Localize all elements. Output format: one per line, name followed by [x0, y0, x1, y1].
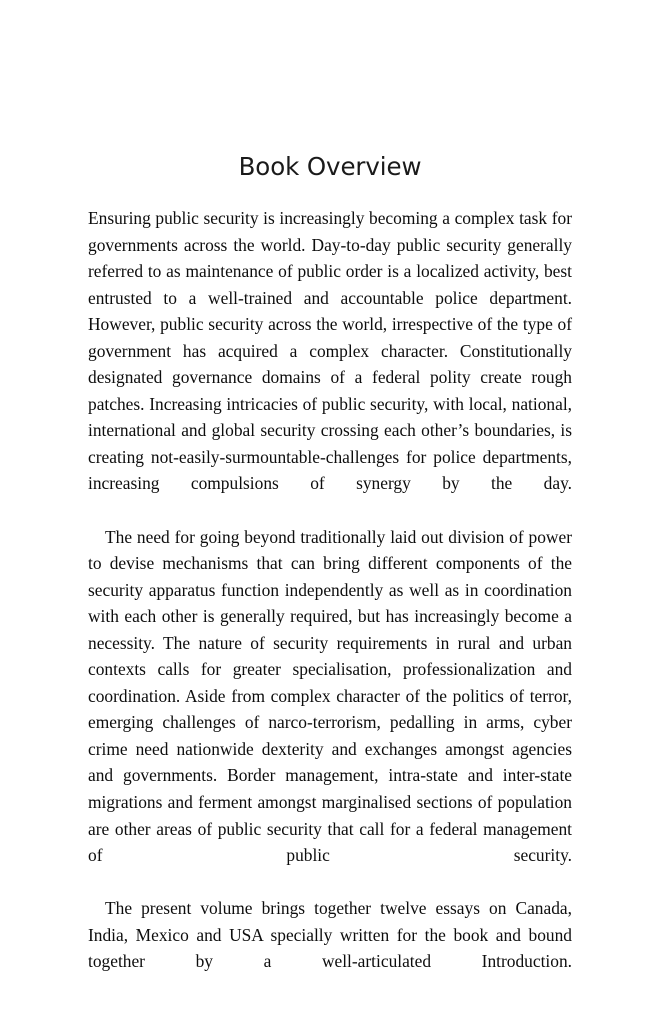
body-paragraph-2: The need for going beyond traditionally laid out division of power to devise mechanisms that can bring different components of the security apparatus function independently as well as in coordination with each other is generally required, but has increasingly become a necessity. The nature of security requirements in rural and urban contexts calls for greater specialisation, professionalization and coordination. Aside from complex character of the politics of terror, emerging challenges of narco-terrorism, pedalling in arms, cyber crime need nationwide dexterity and exchanges amongst agencies and governments. Border management, intra-state and inter-state migrations and ferment amongst marginalised sections of population are other areas of public security that call for a federal management of public security.	[88, 526, 572, 866]
page-title: Book Overview	[238, 152, 422, 181]
body-paragraph-1: Ensuring public security is increasingly becoming a complex task for governments across the world. Day-to-day public security generally referred to as maintenance of public order is a localized activity, best entrusted to a well-trained and accountable police department. However, public security across the world, irrespective of the type of government has acquired a complex character. Constitutionally designated governance domains of a federal polity create rough patches. Increasing intricacies of public security, with local, national, international and global security crossing each other’s boundaries, is creating not-easily-surmountable-challenges for police departments, increasing compulsions of synergy by the day.	[88, 208, 572, 494]
body-paragraph-3: The present volume brings together twelve essays on Canada, India, Mexico and USA specially written for the book and bound together by a well-articulated Introduction.	[88, 898, 572, 972]
text-column	[88, 152, 572, 1001]
